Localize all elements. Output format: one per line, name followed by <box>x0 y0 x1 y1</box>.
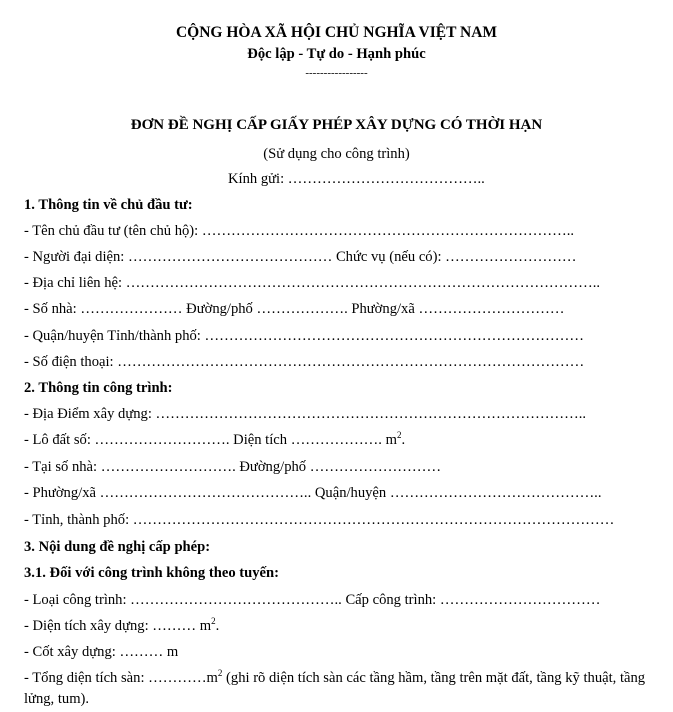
elevation-line: - Cốt xây dựng: ……… m <box>24 644 179 660</box>
floor-area-line: - Tổng diện tích sàn: $\dots\dots\dots\dots m^2$ (ghi rõ diện tích sàn các tầng hầm, tầng trên mặt đất, tầng kỹ thuật, tầng lửng, tum). <box>24 668 646 707</box>
form-subtitle: (Sử dụng cho công trình) <box>263 146 410 162</box>
owner-name-line: - Tên chủ đầu tư (tên chủ hộ): ………………………………………………………………….. <box>24 223 574 239</box>
phone-line: - Số điện thoại: …………………………………………………………………………………… <box>24 354 585 370</box>
district-province-line: - Quận/huyện Tỉnh/thành phố: …………………………………………………………………… <box>24 328 584 344</box>
contact-address-line: - Địa chỉ liên hệ: …………………………………………………………………………………….. <box>24 275 601 291</box>
national-title: CỘNG HÒA XÃ HỘI CHỦ NGHĨA VIỆT NAM <box>175 24 498 41</box>
section1-heading: 1. Thông tin về chủ đầu tư: <box>24 197 193 213</box>
building-type-line: - Loại công trình: …………………………………….. Cấp công trình: …………………………… <box>24 592 601 608</box>
addressee: Kính gửi: ………………………………….. <box>228 171 485 187</box>
squared-mark: 2 <box>217 668 223 678</box>
form-title: ĐƠN ĐỀ NGHỊ CẤP GIẤY PHÉP XÂY DỰNG CÓ THỜI HẠN <box>130 117 543 133</box>
section2-heading: 2. Thông tin công trình: <box>24 380 173 396</box>
motto: Độc lập - Tự do - Hạnh phúc <box>247 46 426 62</box>
squared-mark: 2 <box>211 616 216 626</box>
location-line: - Địa Điểm xây dựng: …………………………………………………………………………….. <box>24 406 587 422</box>
site-address-line: - Tại số nhà: ………………………. Đường/phố ……………………… <box>24 459 442 475</box>
province-line: - Tỉnh, thành phố: ……………………………………………………………………………………… <box>24 512 615 528</box>
street-address-line: - Số nhà: ………………… Đường/phố ………………. Phường/xã ………………………… <box>24 301 565 317</box>
section3-subheading: 3.1. Đối với công trình không theo tuyến: <box>24 565 279 581</box>
section3-heading: 3. Nội dung đề nghị cấp phép: <box>24 539 211 555</box>
header-divider: ----------------- <box>305 67 368 79</box>
squared-mark: 2 <box>396 430 402 440</box>
building-area-line: - Diện tích xây dựng: ……… $m^2$. <box>24 616 220 634</box>
lot-area-line: - Lô đất số: ………………………. Diện tích ………………. $m^2$. <box>24 430 406 448</box>
representative-line: - Người đại diện: …………………………………… Chức vụ (nếu có): ……………………… <box>24 249 577 265</box>
ward-district-line: - Phường/xã …………………………………….. Quận/huyện …………………………………….. <box>24 485 602 501</box>
